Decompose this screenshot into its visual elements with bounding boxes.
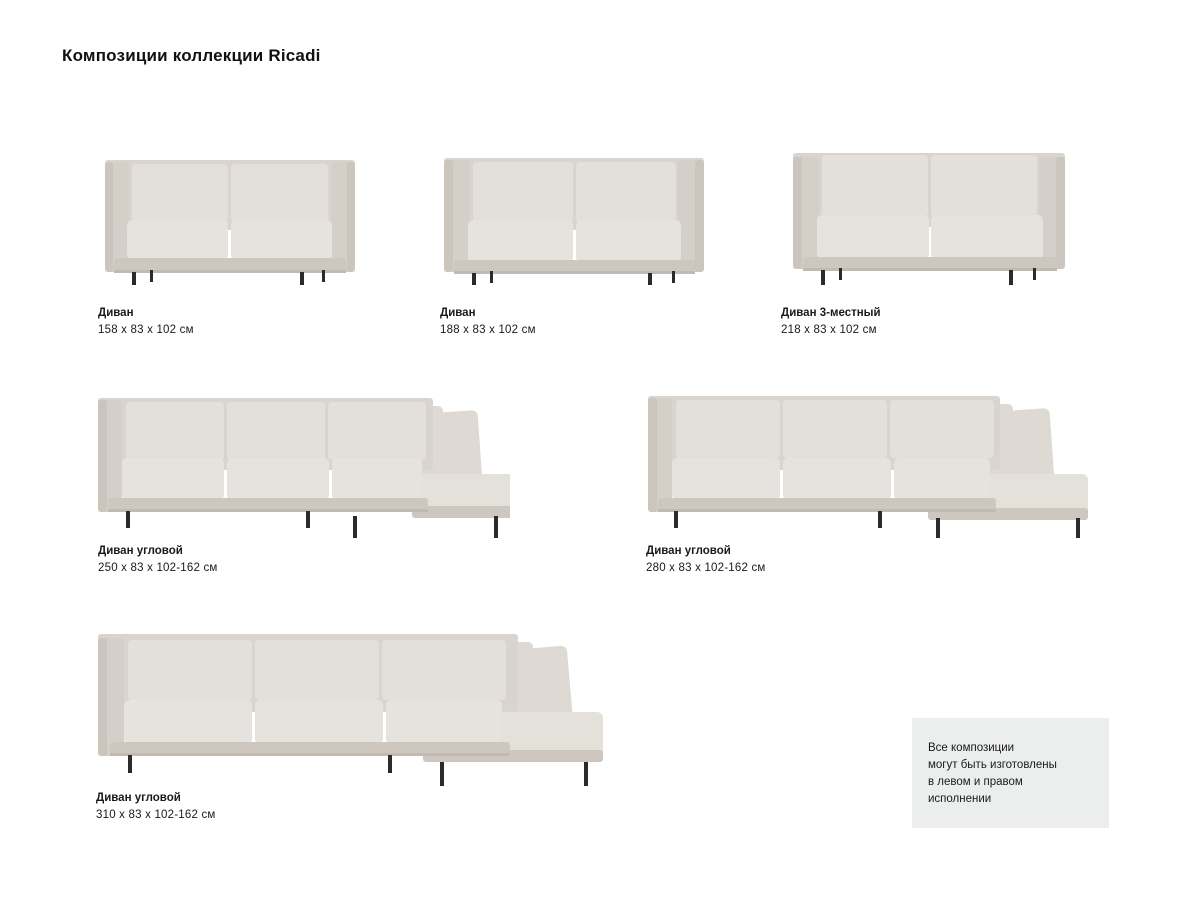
product-caption-corner-310 (96, 790, 216, 824)
sofa-illustration-corner-280 (640, 378, 1090, 538)
product-name: Диван (98, 307, 134, 319)
product-name: Диван угловой (98, 545, 183, 557)
product-caption-sofa-158 (98, 305, 194, 339)
product-item-corner-280[interactable] (640, 378, 1100, 588)
product-caption-corner-250 (98, 543, 218, 577)
product-item-corner-250[interactable] (90, 378, 520, 588)
product-dimensions: 188 x 83 x 102 см (440, 324, 536, 336)
note-text (928, 740, 1057, 808)
sofa-illustration-corner-250 (90, 378, 510, 538)
product-item-corner-310[interactable] (88, 620, 628, 840)
sofa-illustration-188 (432, 150, 717, 285)
product-dimensions: 280 x 83 x 102-162 см (646, 562, 766, 574)
product-name: Диван угловой (646, 545, 731, 557)
note-line-4: исполнении (928, 793, 992, 805)
product-caption-sofa-188 (440, 305, 536, 339)
product-item-sofa-158[interactable] (90, 150, 380, 340)
product-dimensions: 250 x 83 x 102-162 см (98, 562, 218, 574)
note-line-2: могут быть изготовлены (928, 759, 1057, 771)
product-item-sofa-188[interactable] (432, 150, 732, 340)
product-name: Диван 3-местный (781, 307, 881, 319)
page-title: Композиции коллекции Ricadi (62, 46, 321, 65)
product-name: Диван (440, 307, 476, 319)
product-dimensions: 218 x 83 x 102 см (781, 324, 877, 336)
product-dimensions: 158 x 83 x 102 см (98, 324, 194, 336)
sofa-illustration-158 (90, 150, 370, 285)
product-dimensions: 310 x 83 x 102-162 см (96, 809, 216, 821)
product-name: Диван угловой (96, 792, 181, 804)
product-caption-sofa-218 (781, 305, 881, 339)
sofa-illustration-218 (775, 145, 1075, 285)
note-line-1: Все композиции (928, 742, 1015, 754)
sofa-illustration-corner-310 (88, 620, 618, 790)
note-box (912, 718, 1109, 828)
note-line-3: в левом и правом (928, 776, 1023, 788)
product-caption-corner-280 (646, 543, 766, 577)
product-item-sofa-218[interactable] (775, 145, 1085, 340)
